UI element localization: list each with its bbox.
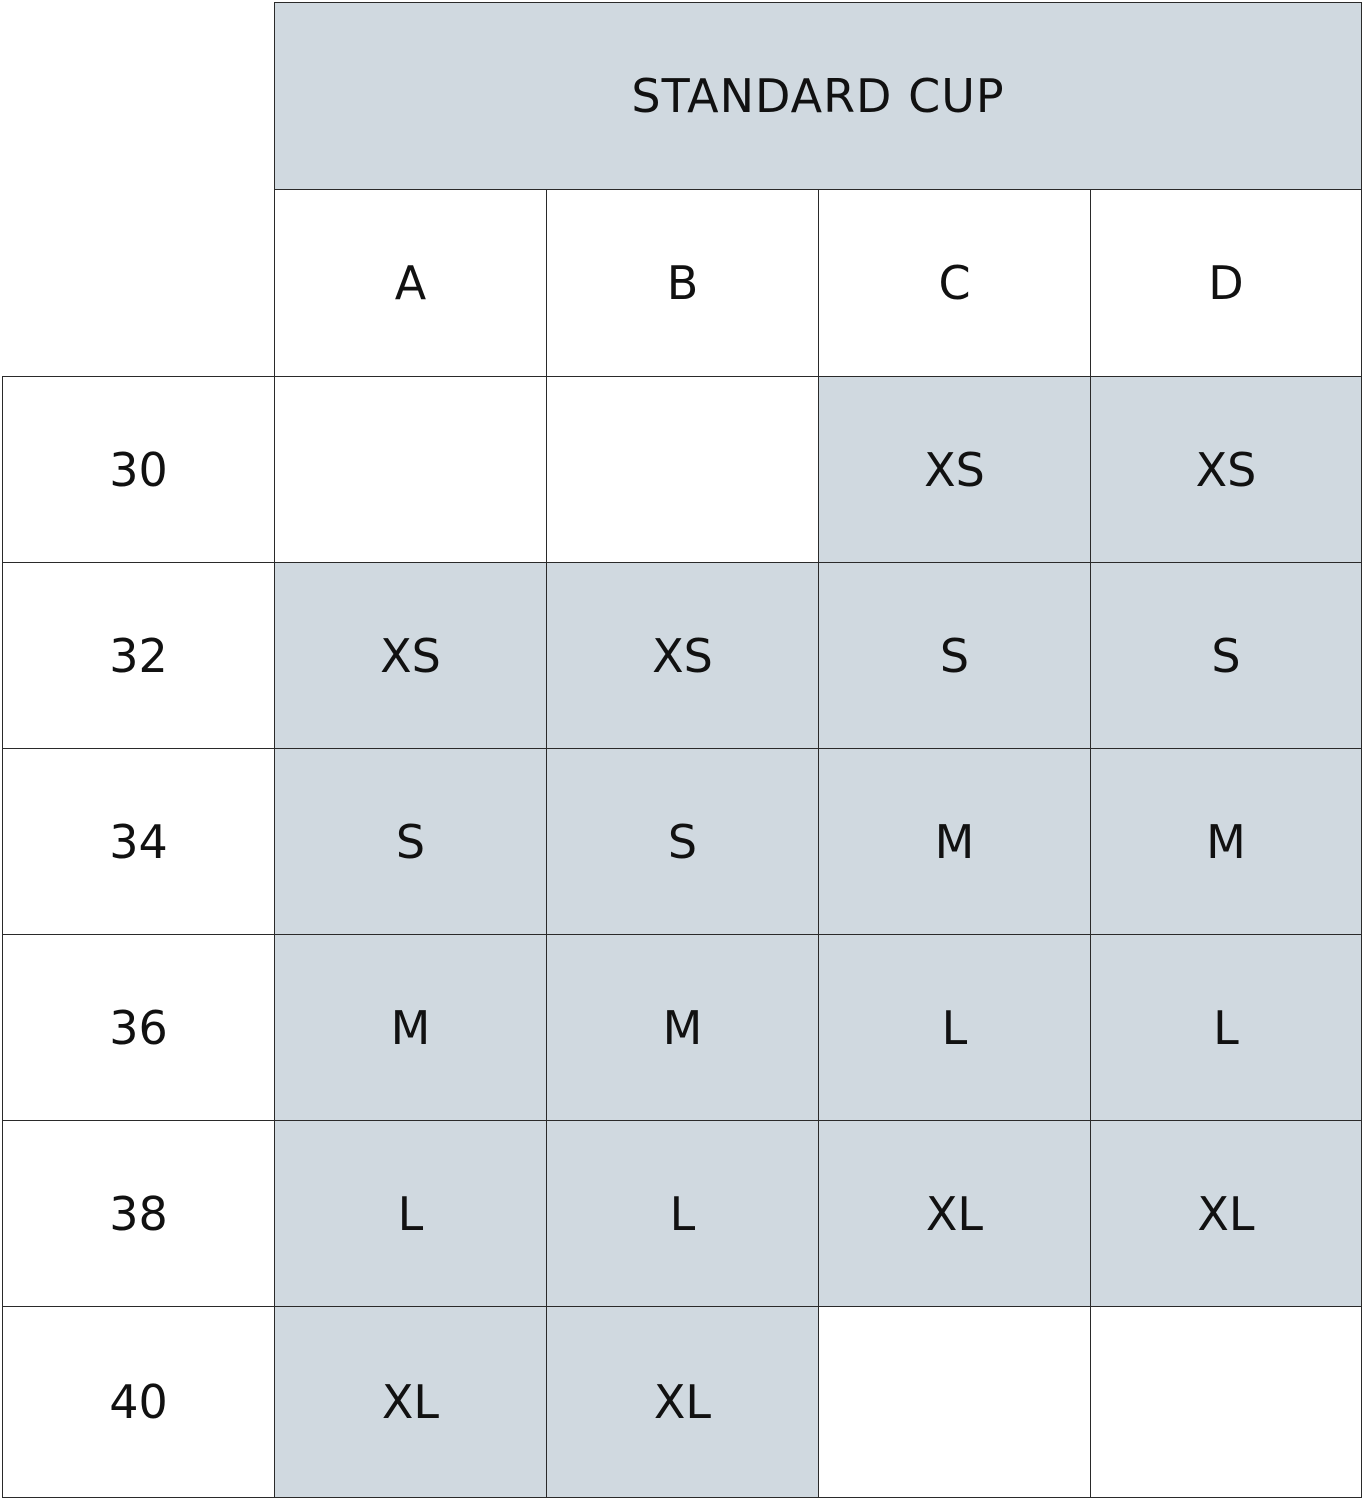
size-cell: L [546,1120,818,1306]
size-cell: M [818,748,1090,934]
band-size-34: 34 [2,748,274,934]
cup-header-d: D [1090,189,1362,376]
size-cell: XL [1090,1120,1362,1306]
band-size-36: 36 [2,934,274,1120]
empty-size-cell [818,1306,1090,1498]
size-cell: M [274,934,546,1120]
size-cell: L [274,1120,546,1306]
size-cell: S [274,748,546,934]
size-cell: S [1090,562,1362,748]
size-cell: XL [274,1306,546,1498]
cup-header-b: B [546,189,818,376]
cup-header-a: A [274,189,546,376]
size-cell: S [546,748,818,934]
band-size-32: 32 [2,562,274,748]
band-size-40: 40 [2,1306,274,1498]
size-cell: XS [1090,376,1362,562]
cup-header-c: C [818,189,1090,376]
table-title: STANDARD CUP [274,2,1362,189]
band-size-38: 38 [2,1120,274,1306]
empty-size-cell [546,376,818,562]
size-cell: M [1090,748,1362,934]
corner-cell [2,2,274,376]
size-cell: XS [818,376,1090,562]
size-cell: XL [818,1120,1090,1306]
empty-size-cell [1090,1306,1362,1498]
size-cell: XL [546,1306,818,1498]
empty-size-cell [274,376,546,562]
size-cell: L [818,934,1090,1120]
size-cell: XS [274,562,546,748]
size-cell: M [546,934,818,1120]
size-cell: L [1090,934,1362,1120]
size-cell: S [818,562,1090,748]
size-chart-table [2,2,1362,1498]
band-size-30: 30 [2,376,274,562]
size-cell: XS [546,562,818,748]
